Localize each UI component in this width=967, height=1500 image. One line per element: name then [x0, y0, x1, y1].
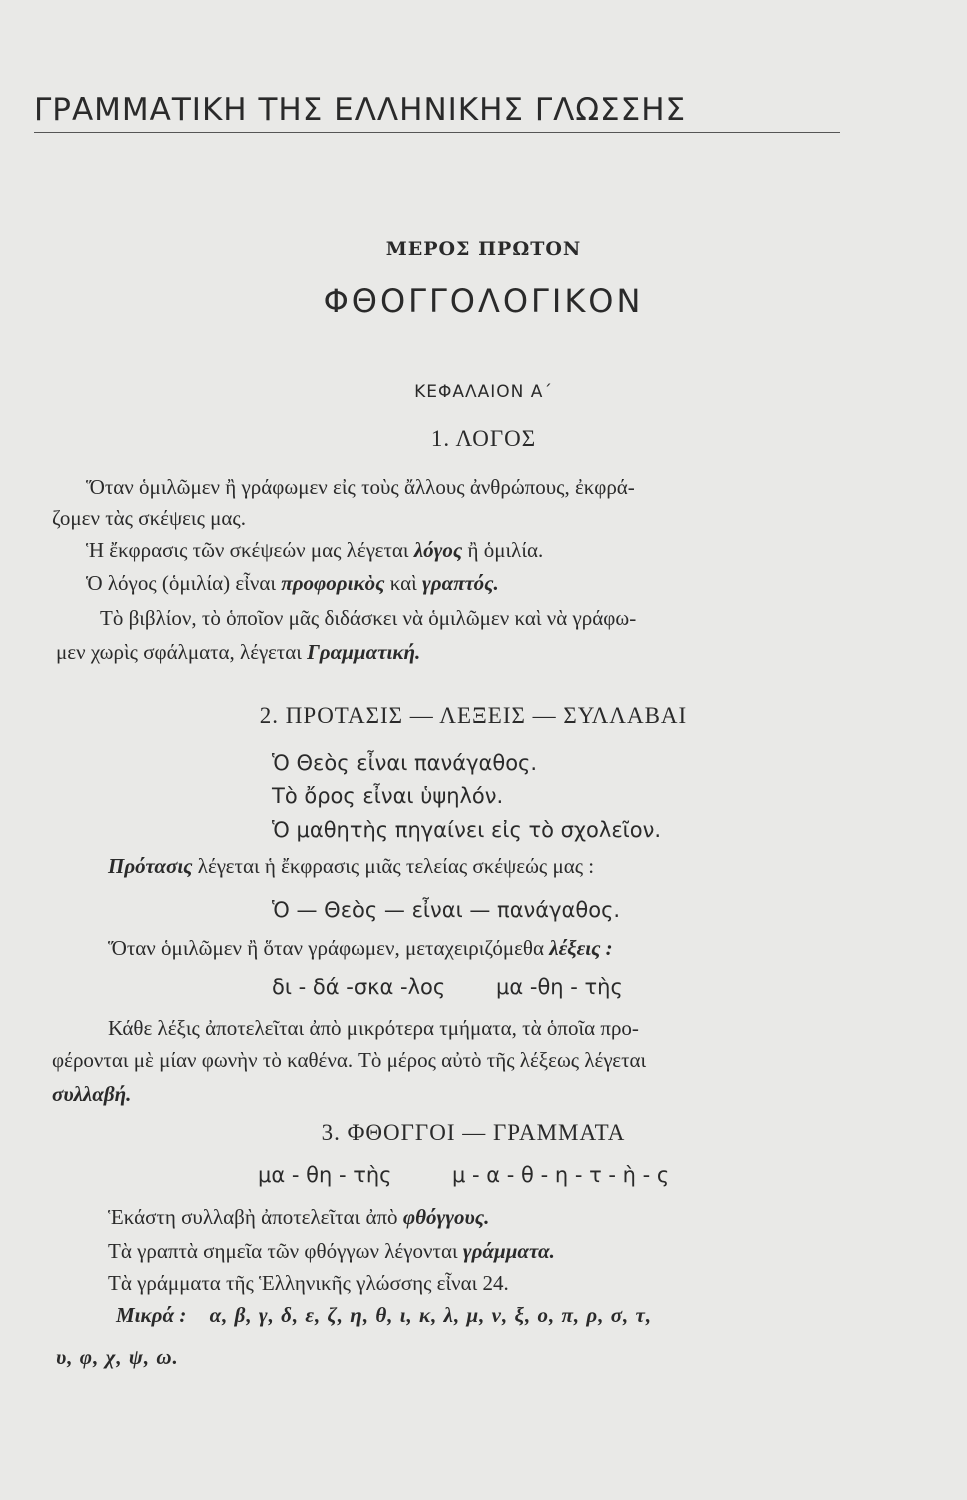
definition-protasis — [108, 851, 594, 881]
term-lexeis: λέξεις : — [549, 936, 613, 960]
s1-paragraph-4-line-1: Τὸ βιβλίον, τὸ ὁποῖον μᾶς διδάσκει νὰ ὁμιλῶμεν καὶ νὰ γράφω- — [100, 606, 637, 630]
section-3-heading: 3. ΦΘΟΓΓΟΙ — ΓΡΑΜΜΑΤΑ — [321, 1120, 626, 1145]
text: ἢ ὁμιλία. — [462, 538, 544, 562]
text: Τὰ γραπτὰ σημεῖα τῶν φθόγγων λέγονται — [108, 1239, 463, 1263]
words-definition — [108, 933, 613, 963]
s3-line-1 — [108, 1202, 489, 1232]
small-letters-line-1 — [116, 1300, 652, 1330]
text: μεν χωρὶς σφάλματα, λέγεται — [56, 640, 308, 664]
s2-paragraph-line-2: φέρονται μὲ μίαν φωνὴν τὸ καθένα. Τὸ μέρος αὐτὸ τῆς λέξεως λέγεται — [52, 1048, 647, 1072]
s1-paragraph-1-line-1: Ὅταν ὁμιλῶμεν ἢ γράφωμεν εἰς τοὺς ἄλλους ἀνθρώπους, ἐκφρά- — [86, 475, 635, 499]
book-title: ΓΡΑΜΜΑΤΙΚΗ ΤΗΣ ΕΛΛΗΝΙΚΗΣ ΓΛΩΣΣΗΣ — [34, 92, 687, 128]
title-underline — [34, 132, 840, 133]
term-logos: λόγος — [413, 538, 463, 562]
text: καὶ — [384, 571, 423, 595]
term-protasis: Πρότασις — [108, 854, 193, 878]
example-sentence-2: Τὸ ὄρος εἶναι ὑψηλόν. — [272, 784, 504, 808]
part-subtitle: ΦΘΟΓΓΟΛΟΓΙΚΟΝ — [323, 282, 644, 320]
s2-paragraph-line-1: Κάθε λέξις ἀποτελεῖται ἀπὸ μικρότερα τμήματα, τὰ ὁποῖα προ- — [108, 1016, 639, 1040]
text: λέγεται ἡ ἔκφρασις μιᾶς τελείας σκέψεώς μας : — [192, 854, 595, 878]
text: Ὅταν ὁμιλῶμεν ἢ ὅταν γράφωμεν, μεταχειριζόμεθα — [108, 936, 550, 960]
term-proforikos: προφορικὸς — [281, 571, 385, 595]
s3-line-2 — [108, 1236, 555, 1266]
small-letters-list-2: υ, φ, χ, ψ, ω. — [56, 1345, 179, 1369]
s1-paragraph-4-line-2 — [56, 637, 420, 667]
text: Ἑκάστη συλλαβὴ ἀποτελεῖται ἀπὸ — [108, 1205, 403, 1229]
small-letters-list-1: α, β, γ, δ, ε, ζ, η, θ, ι, κ, λ, μ, ν, ξ, ο, π, ρ, σ, τ, — [209, 1303, 653, 1327]
small-letters-label: Μικρά : — [116, 1303, 187, 1327]
syllable-split-example: μα - θη - τὴς — [258, 1163, 392, 1187]
example-sentence-1: Ὁ Θεὸς εἶναι πανάγαθος. — [272, 751, 538, 775]
text: Ἡ ἔκφρασις τῶν σκέψεών μας λέγεται — [86, 538, 414, 562]
term-syllavi: συλλαβή. — [52, 1082, 132, 1106]
term-graptos: γραπτός. — [422, 571, 499, 595]
section-1-heading: 1. ΛΟΓΟΣ — [430, 426, 537, 451]
example-sentence-3: Ὁ μαθητὴς πηγαίνει εἰς τὸ σχολεῖον. — [272, 818, 662, 842]
chapter-heading: ΚΕΦΑΛΑΙΟΝ Α΄ — [414, 382, 553, 402]
s1-paragraph-1-line-2: ζομεν τὰς σκέψεις μας. — [52, 506, 246, 530]
text: Ὁ λόγος (ὁμιλία) εἶναι — [86, 571, 282, 595]
s1-paragraph-3 — [86, 568, 499, 598]
term-grammata: γράμματα. — [462, 1239, 555, 1263]
letter-split-example: μ - α - θ - η - τ - ὴ - ς — [452, 1163, 670, 1187]
s3-line-3: Τὰ γράμματα τῆς Ἑλληνικῆς γλώσσης εἶναι 24. — [108, 1271, 509, 1295]
term-grammatiki: Γραμματική. — [307, 640, 421, 664]
syllable-example-2: μα -θη - τὴς — [496, 975, 623, 999]
s1-paragraph-2 — [86, 535, 543, 565]
term-fthongous: φθόγγους. — [402, 1205, 490, 1229]
split-sentence-example: Ὁ — Θεὸς — εἶναι — πανάγαθος. — [272, 898, 621, 922]
syllable-example-1: δι - δά -σκα -λος — [272, 975, 446, 999]
section-2-heading: 2. ΠΡΟΤΑΣΙΣ — ΛΕΞΕΙΣ — ΣΥΛΛΑΒΑΙ — [259, 703, 688, 728]
part-heading: ΜΕΡΟΣ ΠΡΩΤΟΝ — [385, 238, 582, 260]
